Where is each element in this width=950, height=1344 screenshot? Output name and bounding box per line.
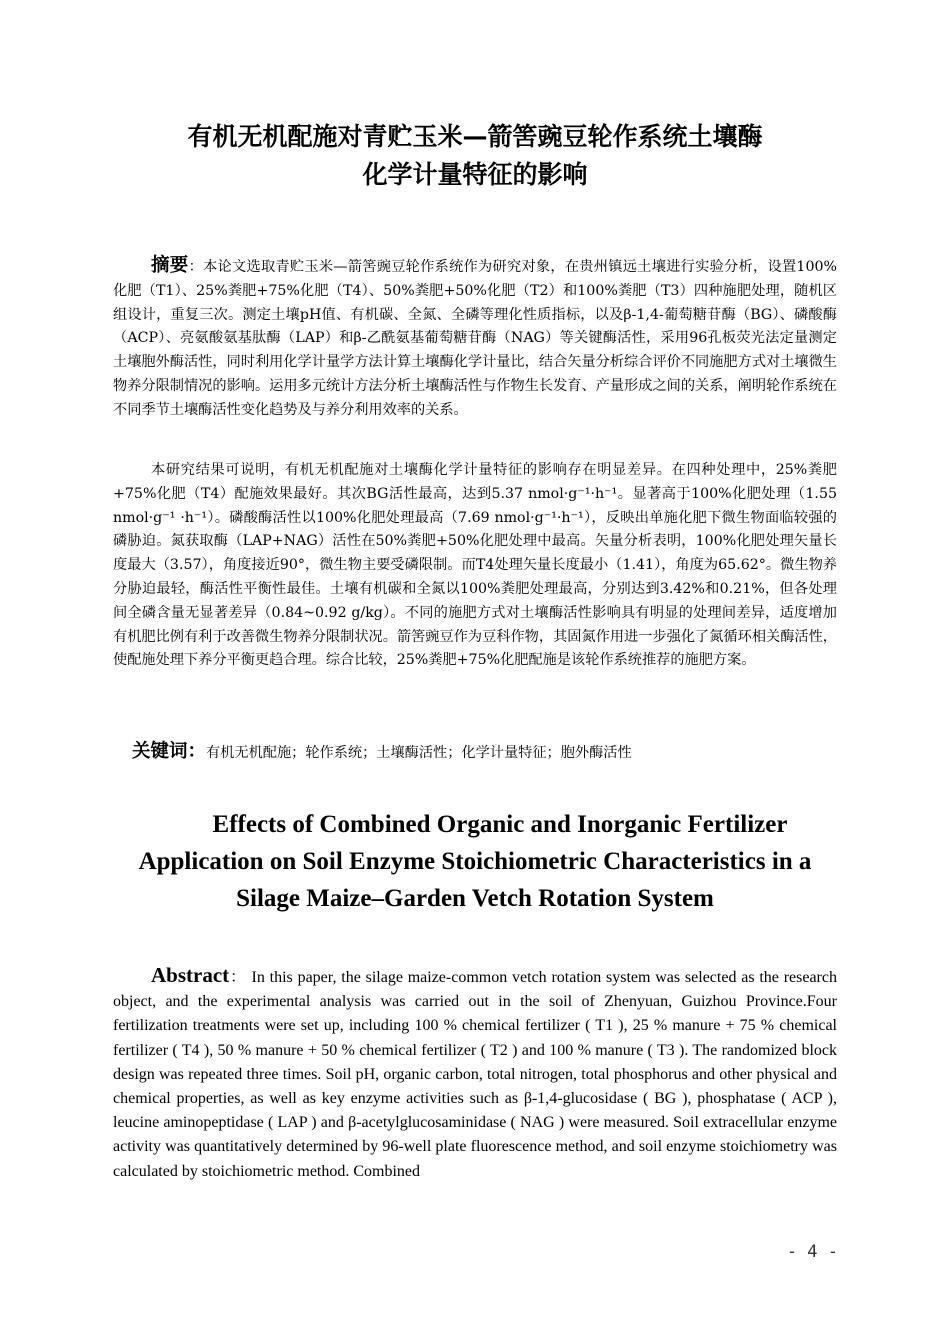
english-title-line-2: Application on Soil Enzyme Stoichiometric Characteristics in a (138, 848, 812, 875)
chinese-title (113, 118, 837, 194)
chinese-abstract-text: 本论文选取青贮玉米—箭筈豌豆轮作系统作为研究对象，在贵州镇远土壤进行实验分析，设置100%化肥（T1）、25%粪肥+75%化肥（T4）、50%粪肥+50%化肥（T2）和100%粪肥（T3）四种施肥处理，随机区组设计，重复三次。测定土壤pH值、有机碳、全氮、全磷等理化性质指标，以及β-1,4-葡萄糖苷酶（BG）、磷酸酶（ACP）、亮氨酸氨基肽酶（LAP）和β-乙酰氨基葡萄糖苷酶（NAG）等关键酶活性，采用96孔板荧光法定量测定土壤胞外酶活性，同时利用化学计量学方法计算土壤酶化学计量比，结合矢量分析综合评价不同施肥方式对土壤微生物养分限制情况的影响。运用多元统计方法分析土壤酶活性与作物生长发育、产量形成之间的关系，阐明轮作系统在不同季节土壤酶活性变化趋势及与养分利用效率的关系。 (113, 259, 837, 418)
chinese-title-line-2: 化学计量特征的影响 (362, 160, 588, 189)
chinese-results-text: 本研究结果可说明，有机无机配施对土壤酶化学计量特征的影响存在明显差异。在四种处理中，25%粪肥+75%化肥（T4）配施效果最好。其次BG活性最高，达到5.37 nmol·g⁻¹·h⁻¹。显著高于100%化肥处理（1.55 nmol·g⁻¹ ·h⁻¹）。磷酸酶活性以100%化肥处理最高（7.69 nmol·g⁻¹·h⁻¹），反映出单施化肥下微生物面临较强的磷胁迫。氮获取酶（LAP+NAG）活性在50%粪肥+50%化肥处理中最高。矢量分析表明，100%化肥处理矢量长度最大（3.57），角度接近90°，微生物主要受磷限制。而T4处理矢量长度最小（1.41），角度为65.62°。微生物养分胁迫最轻，酶活性平衡性最佳。土壤有机碳和全氮以100%粪肥处理最高，分别达到3.42%和0.21%，但各处理间全磷含量无显著差异（0.84~0.92 g/kg）。不同的施肥方式对土壤酶活性影响具有明显的处理间差异，适度增加有机肥比例有利于改善微生物养分限制状况。箭筈豌豆作为豆科作物，其固氮作用进一步强化了氮循环相关酶活性，使配施处理下养分平衡更趋合理。综合比较，25%粪肥+75%化肥配施是该轮作系统推荐的施肥方案。 (113, 462, 837, 669)
chinese-keywords-text: 有机无机配施；轮作系统；土壤酶活性；化学计量特征；胞外酶活性 (206, 745, 632, 761)
english-title (113, 806, 837, 917)
english-abstract-colon: ： (229, 969, 247, 986)
english-abstract-label: Abstract (151, 963, 230, 987)
english-abstract (113, 963, 837, 1184)
chinese-abstract-label: 摘要 (151, 255, 189, 276)
english-abstract-text: In this paper, the silage maize-common vetch rotation system was selected as the research object, and the experimental analysis was carried out in the soil of Zhenyuan, Guizhou Province.Four fertilization treatments were set up, including 100 % chemical fertilizer ( T1 ), 25 % manure + 75 % chemical fertilizer ( T4 ), 50 % manure + 50 % chemical fertilizer ( T2 ) and 100 % manure ( T3 ). The randomized block design was repeated three times. Soil pH, organic carbon, total nitrogen, total phosphorus and other physical and chemical properties, as well as key enzyme activities such as β-1,4-glucosidase ( BG ), phosphatase ( ACP ), leucine aminopeptidase ( LAP ) and β-acetylglucosaminidase ( NAG ) were measured. Soil extracellular enzyme activity was quantitatively determined by 96-well plate fluorescence method, and soil enzyme stoichiometry was calculated by stoichiometric method. Combined (113, 969, 837, 1180)
chinese-abstract-colon: ： (188, 259, 204, 275)
chinese-keywords (132, 740, 837, 765)
english-title-line-3: Silage Maize–Garden Vetch Rotation System (236, 885, 714, 912)
chinese-abstract (113, 254, 837, 423)
page-number: - 4 - (786, 1242, 838, 1262)
chinese-results-paragraph (113, 459, 837, 673)
chinese-keywords-label: 关键词： (132, 741, 207, 762)
english-title-line-1: Effects of Combined Organic and Inorganic Fertilizer (212, 811, 788, 838)
chinese-title-line-1: 有机无机配施对青贮玉米—箭筈豌豆轮作系统土壤酶 (187, 122, 763, 151)
